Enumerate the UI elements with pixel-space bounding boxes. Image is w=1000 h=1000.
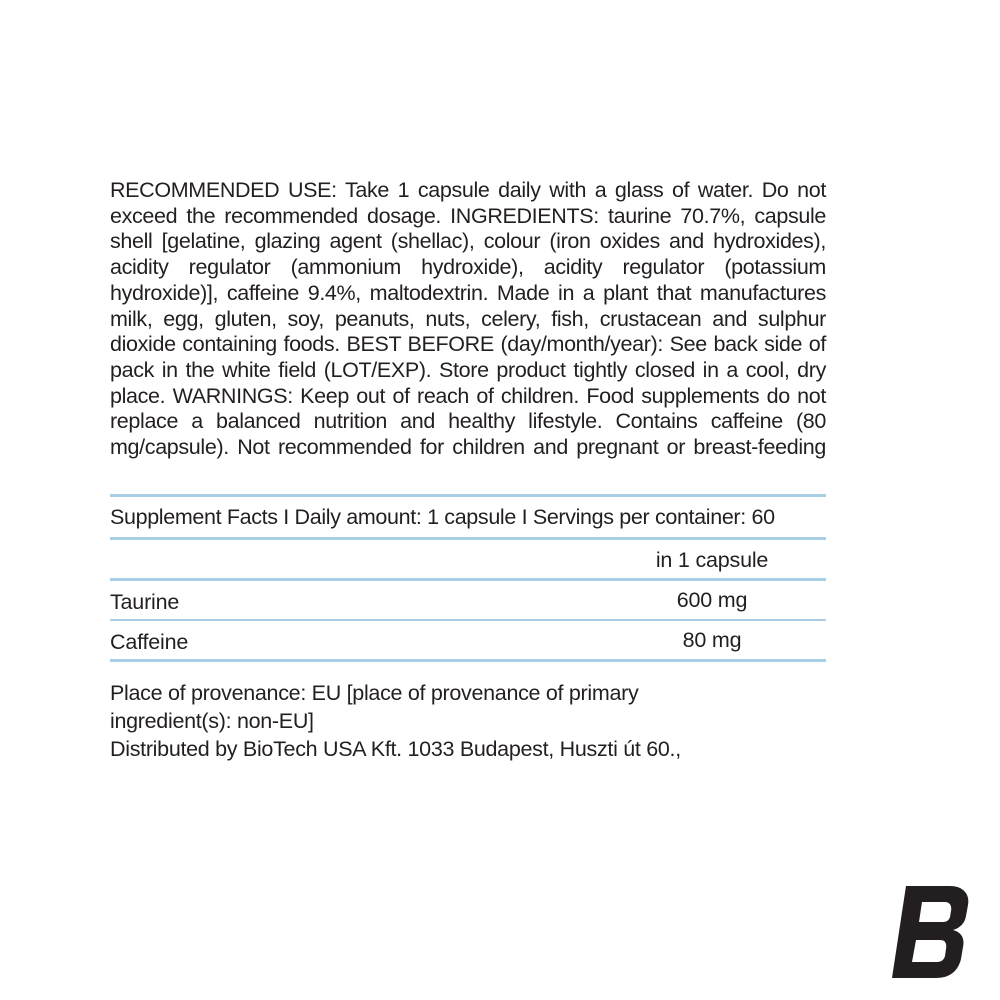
facts-header-row bbox=[110, 540, 826, 578]
amount-column-header: in 1 capsule bbox=[655, 547, 769, 572]
recommended-use-ingredients-warnings-text: RECOMMENDED USE: Take 1 capsule daily with a glass of water. Do not exceed the recommended dosage. INGREDIENTS: taurine 70.7%, capsule shell [gelatine, glazing agent (shellac), colour (iron oxides and hydroxides), acidity regulator (ammonium hydroxide), acidity regulator (potassium hydroxide)], caffeine 9.4%, maltodextrin. Made in a plant that manufactures milk, egg, gluten, soy, peanuts, nuts, celery, fish, crustacean and sulphur dioxide containing foods. BEST BEFORE (day/month/year): See back side of pack in the white field (LOT/EXP). Store product tightly closed in a cool, dry place. WARNINGS: Keep out of reach of children. Food supplements do not replace a balanced nutrition and healthy lifestyle. Contains caffeine (80 mg/capsule). Not recommended for children and pregnant or breast-feeding bbox=[110, 178, 826, 460]
nutrient-name: Caffeine bbox=[110, 629, 189, 654]
provenance-footer bbox=[110, 679, 826, 763]
facts-bottom-rule bbox=[110, 659, 826, 662]
nutrient-amount: 600 mg bbox=[676, 587, 748, 612]
product-label bbox=[110, 178, 826, 763]
provenance-line: ingredient(s): non-EU] bbox=[110, 708, 314, 733]
biotech-b-logo-icon bbox=[892, 886, 972, 978]
facts-row-caffeine bbox=[110, 621, 826, 659]
nutrient-amount: 80 mg bbox=[682, 627, 742, 652]
distributor-line: Distributed by BioTech USA Kft. 1033 Budapest, Huszti út 60., bbox=[110, 736, 681, 761]
provenance-line: Place of provenance: EU [place of provenance of primary bbox=[110, 680, 639, 705]
supplement-facts-title: Supplement Facts I Daily amount: 1 capsule I Servings per container: 60 bbox=[110, 504, 775, 529]
nutrient-name: Taurine bbox=[110, 589, 180, 614]
facts-row-taurine bbox=[110, 581, 826, 619]
spacer bbox=[110, 461, 826, 494]
